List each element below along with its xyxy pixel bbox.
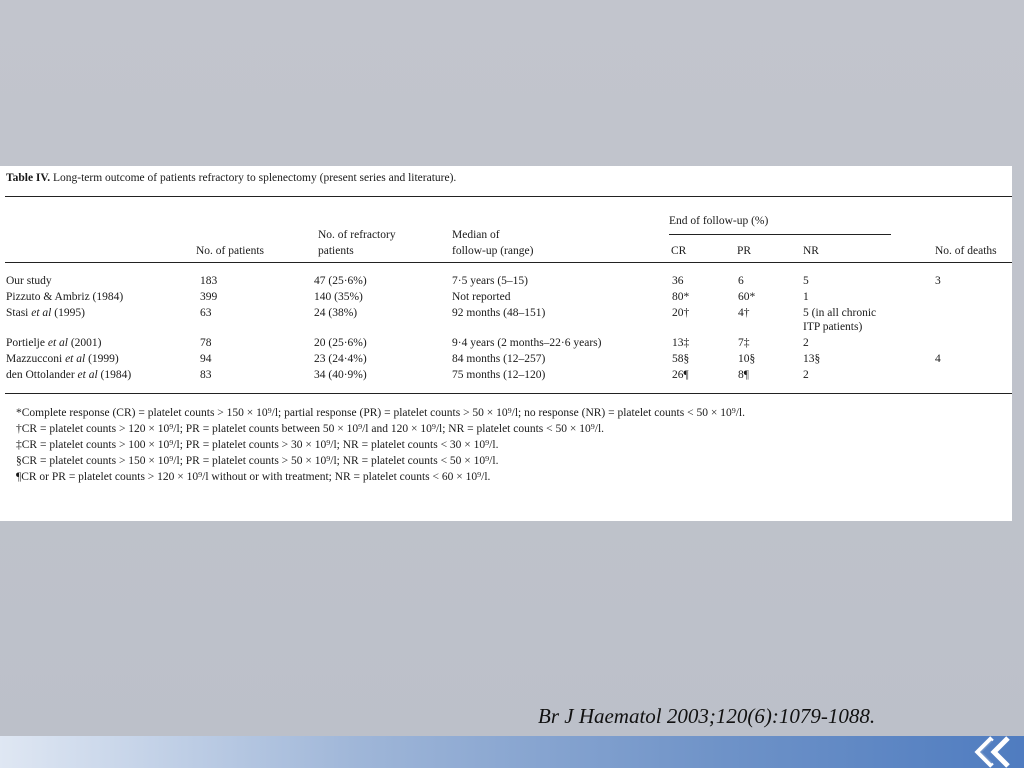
cell-study — [6, 368, 131, 383]
cell-study — [6, 352, 119, 367]
study-et-al: et al — [65, 353, 86, 365]
cell-cr: 36 — [672, 275, 684, 287]
header-median-1: Median of — [452, 229, 500, 241]
study-name: Our study — [6, 275, 52, 287]
cell-cr: 58§ — [672, 353, 690, 365]
header-nr: NR — [803, 245, 819, 257]
cell-study — [6, 290, 123, 305]
header-cr: CR — [671, 245, 687, 257]
study-et-al: et al — [31, 307, 52, 319]
study-name: Portielje — [6, 337, 48, 349]
footnote-3: ‡CR = platelet counts > 100 × 10⁹/l; PR = platelet counts > 30 × 10⁹/l; NR = platelet counts < 30 × 10⁹/l. — [16, 439, 499, 451]
cell-median: 84 months (12–257) — [452, 353, 546, 365]
cell-study — [6, 274, 52, 289]
table-caption-label: Table IV. — [6, 172, 51, 184]
footnote-4: §CR = platelet counts > 150 × 10⁹/l; PR = platelet counts > 50 × 10⁹/l; NR = platelet counts < 50 × 10⁹/l. — [16, 455, 499, 467]
cell-cr: 26¶ — [672, 369, 689, 381]
cell-refractory: 23 (24·4%) — [314, 353, 367, 365]
header-patients: No. of patients — [196, 245, 265, 257]
bottom-rule — [5, 393, 1012, 394]
study-year: (2001) — [67, 337, 102, 349]
header-deaths: No. of deaths — [935, 245, 997, 257]
header-refractory-1: No. of refractory — [318, 229, 396, 241]
cell-cr: 80* — [672, 291, 690, 303]
study-name: Stasi — [6, 307, 32, 319]
cell-refractory: 140 (35%) — [314, 291, 363, 303]
cell-median: 92 months (48–151) — [452, 307, 546, 319]
cell-patients: 399 — [200, 291, 218, 303]
cell-nr: 1 — [803, 291, 809, 303]
cell-patients: 94 — [200, 353, 212, 365]
study-name: Pizzuto & Ambriz (1984) — [6, 291, 124, 303]
footnote-2: †CR = platelet counts > 120 × 10⁹/l; PR = platelet counts between 50 × 10⁹/l and 120 × 10⁹/l; NR = platelet counts < 50 × 10⁹/l. — [16, 423, 605, 435]
header-rule — [5, 262, 1012, 263]
study-et-al: et al — [47, 337, 68, 349]
cell-pr: 6 — [738, 275, 744, 287]
study-et-al: et al — [77, 369, 98, 381]
cell-cr: 20† — [672, 307, 690, 319]
cell-refractory: 24 (38%) — [314, 307, 358, 319]
cell-patients: 183 — [200, 275, 218, 287]
cell-nr: 5 (in all chronic — [803, 307, 877, 319]
cell-study — [6, 336, 102, 351]
cell-pr: 4† — [738, 307, 750, 319]
study-year: (1995) — [51, 307, 85, 319]
cell-nr-continued: ITP patients) — [803, 321, 863, 333]
header-pr: PR — [737, 245, 752, 257]
study-name: den Ottolander — [6, 369, 78, 381]
header-median-2: follow-up (range) — [452, 245, 534, 257]
cell-refractory: 20 (25·6%) — [314, 337, 367, 349]
cell-nr: 2 — [803, 337, 809, 349]
top-rule — [5, 196, 1012, 197]
cell-patients: 78 — [200, 337, 212, 349]
cell-cr: 13‡ — [672, 337, 690, 349]
table-panel — [0, 166, 1012, 521]
double-chevron-left-icon — [962, 736, 1024, 768]
footnote-5: ¶CR or PR = platelet counts > 120 × 10⁹/l without or with treatment; NR = platelet counts < 60 × 10⁹/l. — [16, 471, 491, 483]
cell-median: 7·5 years (5–15) — [452, 275, 529, 287]
cell-pr: 8¶ — [738, 369, 749, 381]
cell-refractory: 34 (40·9%) — [314, 369, 367, 381]
table-caption-text: Long-term outcome of patients refractory to splenectomy (present series and literature). — [52, 172, 457, 184]
cell-pr: 10§ — [738, 353, 756, 365]
cell-patients: 83 — [200, 369, 212, 381]
cell-median: 75 months (12–120) — [452, 369, 546, 381]
table-caption — [6, 172, 456, 184]
cell-patients: 63 — [200, 307, 212, 319]
cell-study — [6, 306, 85, 321]
citation: Br J Haematol 2003;120(6):1079-1088. — [538, 704, 876, 728]
footnote-1: *Complete response (CR) = platelet counts > 150 × 10⁹/l; partial response (PR) = platelet counts > 50 × 10⁹/l; no response (NR) = platelet counts < 50 × 10⁹/l. — [16, 407, 745, 419]
cell-median: Not reported — [452, 291, 511, 303]
study-year: (1999) — [85, 353, 119, 365]
group-header: End of follow-up (%) — [669, 215, 769, 227]
study-name: Mazzucconi — [6, 353, 66, 365]
cell-nr: 5 — [803, 275, 809, 287]
group-rule — [669, 234, 891, 235]
cell-deaths: 4 — [935, 353, 941, 365]
cell-nr: 2 — [803, 369, 809, 381]
footer-bar — [0, 736, 1024, 768]
cell-pr: 60* — [738, 291, 756, 303]
study-year: (1984) — [97, 369, 132, 381]
cell-refractory: 47 (25·6%) — [314, 275, 367, 287]
cell-deaths: 3 — [935, 275, 941, 287]
cell-nr: 13§ — [803, 353, 821, 365]
cell-median: 9·4 years (2 months–22·6 years) — [452, 337, 602, 349]
header-refractory-2: patients — [318, 245, 354, 257]
cell-pr: 7‡ — [738, 337, 750, 349]
